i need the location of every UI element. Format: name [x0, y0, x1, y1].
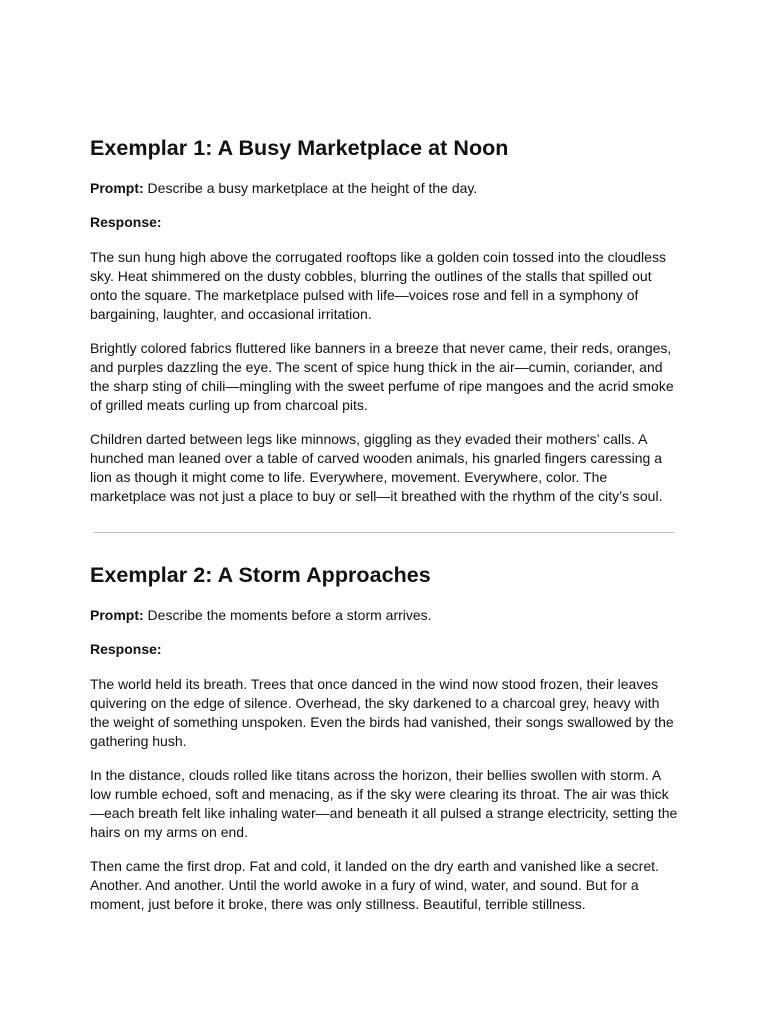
- exemplar-section-2: [90, 561, 680, 914]
- prompt-text: Describe the moments before a storm arrives.: [143, 607, 432, 623]
- prompt-label: Prompt:: [90, 607, 144, 623]
- response-label: Response:: [90, 214, 162, 230]
- prompt-line: [90, 606, 680, 625]
- prompt-label: Prompt:: [90, 180, 144, 196]
- response-paragraph: The sun hung high above the corrugated rooftops like a golden coin tossed into the cloudless sky. Heat shimmered on the dusty cobbles, blurring the outlines of the stalls that spilled out onto the square. The marketplace pulsed with life—voices rose and fell in a symphony of bargaining, laughter, and occasional irritation.: [90, 249, 666, 322]
- response-paragraph: Brightly colored fabrics fluttered like banners in a breeze that never came, their reds, oranges, and purples dazzling the eye. The scent of spice hung thick in the air—cumin, coriander, and the sharp sting of chili—mingling with the sweet perfume of ripe mangoes and the acrid smoke of grilled meats curling up from charcoal pits.: [90, 340, 674, 413]
- prompt-text: Describe a busy marketplace at the height of the day.: [143, 180, 478, 196]
- section-title: Exemplar 2: A Storm Approaches: [90, 563, 431, 587]
- prompt-line: [90, 179, 680, 198]
- section-divider: [94, 532, 674, 533]
- response-label: Response:: [90, 641, 162, 657]
- response-paragraph: The world held its breath. Trees that once danced in the wind now stood frozen, their leaves quivering on the edge of silence. Overhead, the sky darkened to a charcoal grey, heavy with the weight of something unspoken. Even the birds had vanished, their songs swallowed by the gathering hush.: [90, 676, 674, 749]
- section-title: Exemplar 1: A Busy Marketplace at Noon: [90, 136, 509, 160]
- response-paragraph: In the distance, clouds rolled like titans across the horizon, their bellies swollen with storm. A low rumble echoed, soft and menacing, as if the sky were clearing its throat. The air was thick—each breath felt like inhaling water—and beneath it all pulsed a strange electricity, setting the hairs on my arms on end.: [90, 767, 678, 840]
- response-paragraph: Then came the first drop. Fat and cold, it landed on the dry earth and vanished like a secret. Another. And another. Until the world awoke in a fury of wind, water, and sound. But for a moment, just before it broke, there was only stillness. Beautiful, terrible stillness.: [90, 858, 659, 912]
- exemplar-section-1: [90, 134, 680, 506]
- response-paragraph: Children darted between legs like minnows, giggling as they evaded their mothers’ calls. A hunched man leaned over a table of carved wooden animals, his gnarled fingers caressing a lion as though it might come to life. Everywhere, movement. Everywhere, color. The marketplace was not just a place to buy or sell—it breathed with the rhythm of the city’s soul.: [90, 431, 663, 504]
